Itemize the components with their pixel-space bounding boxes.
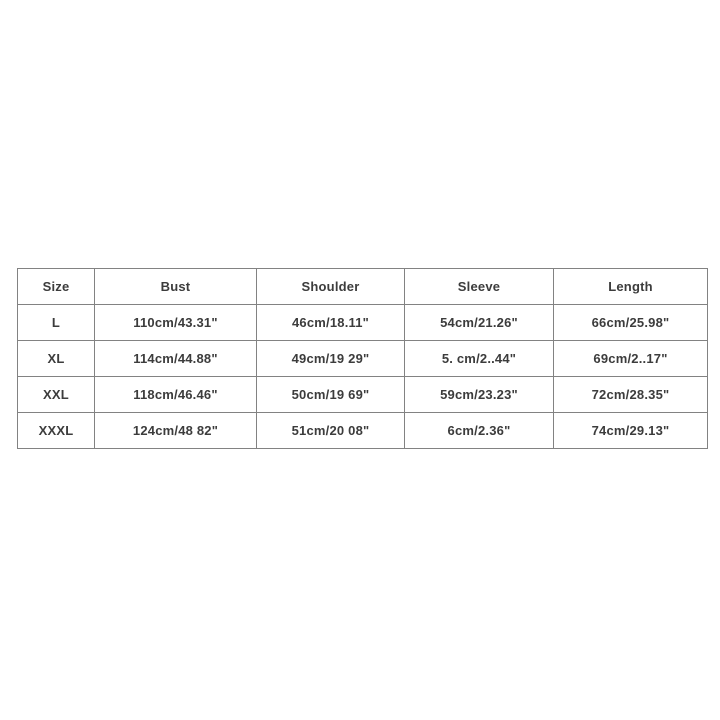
cell-shoulder: 49cm/19 29" [257, 341, 405, 377]
cell-length: 69cm/2..17" [554, 341, 708, 377]
header-shoulder: Shoulder [257, 269, 405, 305]
header-length: Length [554, 269, 708, 305]
cell-shoulder: 51cm/20 08" [257, 413, 405, 449]
header-sleeve: Sleeve [405, 269, 554, 305]
cell-size: XXL [18, 377, 95, 413]
table-row [18, 377, 708, 413]
cell-shoulder: 50cm/19 69" [257, 377, 405, 413]
table-row [18, 305, 708, 341]
cell-size: XXXL [18, 413, 95, 449]
cell-length: 72cm/28.35" [554, 377, 708, 413]
header-bust: Bust [95, 269, 257, 305]
cell-length: 66cm/25.98" [554, 305, 708, 341]
header-size: Size [18, 269, 95, 305]
size-chart-table [17, 268, 708, 449]
size-chart [17, 268, 707, 449]
cell-sleeve: 54cm/21.26" [405, 305, 554, 341]
cell-length: 74cm/29.13" [554, 413, 708, 449]
cell-sleeve: 59cm/23.23" [405, 377, 554, 413]
table-header-row [18, 269, 708, 305]
table-row [18, 413, 708, 449]
cell-bust: 114cm/44.88" [95, 341, 257, 377]
cell-sleeve: 6cm/2.36" [405, 413, 554, 449]
cell-shoulder: 46cm/18.11" [257, 305, 405, 341]
cell-size: L [18, 305, 95, 341]
cell-bust: 124cm/48 82" [95, 413, 257, 449]
table-row [18, 341, 708, 377]
cell-sleeve: 5. cm/2..44" [405, 341, 554, 377]
cell-size: XL [18, 341, 95, 377]
cell-bust: 118cm/46.46" [95, 377, 257, 413]
cell-bust: 110cm/43.31" [95, 305, 257, 341]
